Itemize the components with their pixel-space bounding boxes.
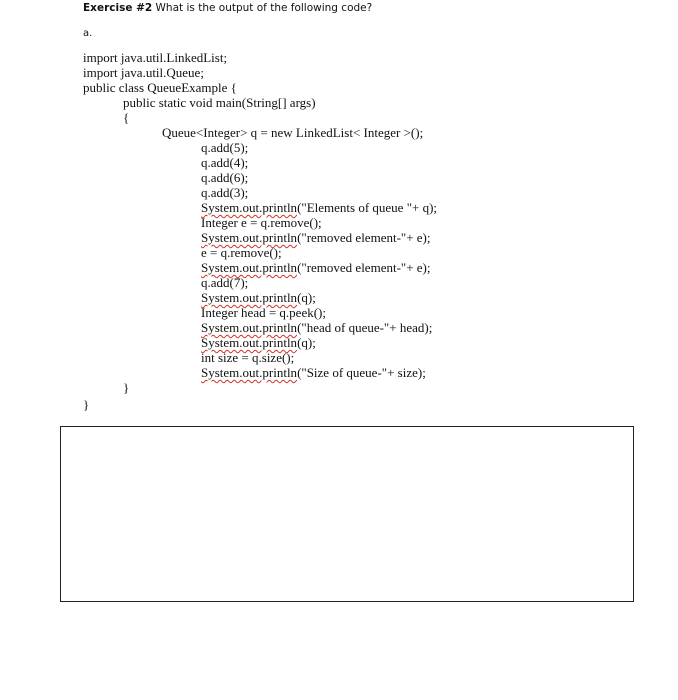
code-args: ("Elements of queue "+ q); (297, 200, 438, 215)
spellcheck-underlined-text: System.out.println (201, 260, 298, 275)
spellcheck-underlined-text: System.out.println (201, 335, 298, 350)
code-line-import-queue: import java.util.Queue; (83, 65, 204, 80)
spellcheck-underlined-text: System.out.println (201, 365, 298, 380)
code-line-main-declaration: public static void main(String[] args) (123, 95, 316, 110)
code-line-class-declaration: public class QueueExample { (83, 80, 237, 95)
code-line-print-removed-2 (201, 260, 431, 275)
code-line-add-4: q.add(4); (201, 155, 249, 170)
code-line-add-7: q.add(7); (201, 275, 249, 290)
code-line-print-queue-2 (201, 335, 316, 350)
code-line-queue-declaration: Queue<Integer> q = new LinkedList< Integer >(); (162, 125, 424, 140)
code-line-remove-1: Integer e = q.remove(); (201, 215, 322, 230)
code-args: ("head of queue-"+ head); (297, 320, 433, 335)
code-line-close-method: } (123, 380, 130, 395)
spellcheck-underlined-text: System.out.println (201, 200, 298, 215)
answer-box[interactable] (60, 426, 634, 602)
code-line-open-brace: { (123, 110, 130, 125)
code-line-add-5: q.add(5); (201, 140, 249, 155)
spellcheck-underlined-text: System.out.println (201, 230, 298, 245)
code-line-add-3: q.add(3); (201, 185, 249, 200)
spellcheck-underlined-text: System.out.println (201, 320, 298, 335)
code-line-print-size (201, 365, 426, 380)
code-line-add-6: q.add(6); (201, 170, 249, 185)
code-line-size-declaration: int size = q.size(); (201, 350, 295, 365)
code-line-remove-2: e = q.remove(); (201, 245, 282, 260)
code-line-print-queue-1 (201, 290, 316, 305)
code-line-close-class: } (83, 397, 90, 412)
code-line-peek: Integer head = q.peek(); (201, 305, 326, 320)
spellcheck-underlined-text: System.out.println (201, 290, 298, 305)
code-args: ("removed element-"+ e); (297, 260, 431, 275)
code-args: ("Size of queue-"+ size); (297, 365, 426, 380)
code-args: (q); (297, 290, 316, 305)
exercise-question: What is the output of the following code? (155, 2, 373, 14)
item-label: a. (83, 28, 93, 39)
code-args: ("removed element-"+ e); (297, 230, 431, 245)
code-args: (q); (297, 335, 316, 350)
exercise-label: Exercise #2 (83, 2, 153, 14)
code-line-print-removed-1 (201, 230, 431, 245)
code-line-print-head (201, 320, 432, 335)
code-line-print-elements (201, 200, 437, 215)
code-line-import-linkedlist: import java.util.LinkedList; (83, 50, 228, 65)
